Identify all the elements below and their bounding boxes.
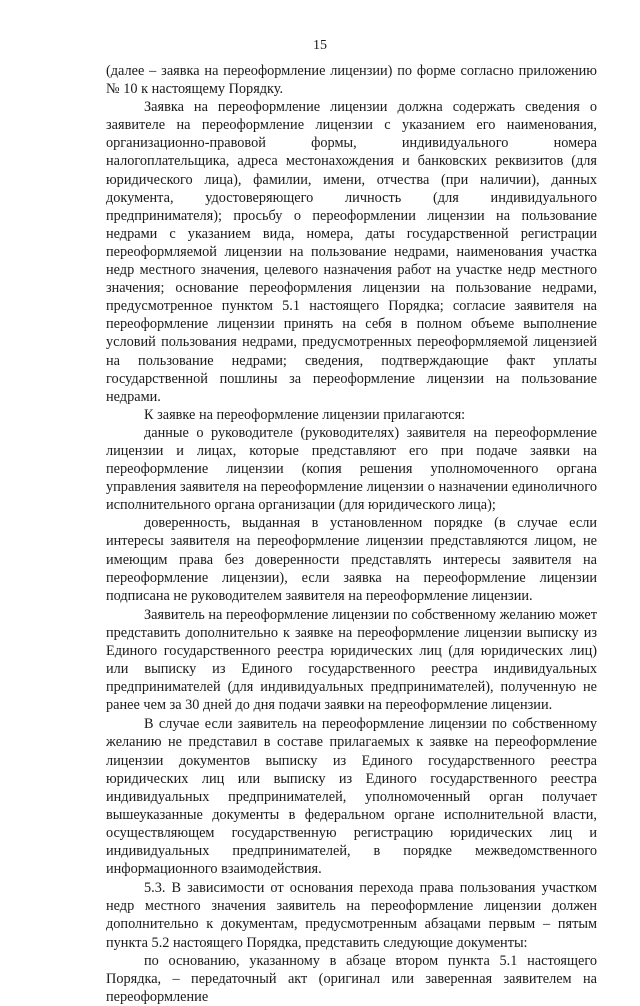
page-number: 15 — [313, 38, 327, 53]
paragraph-continuation: (далее – заявка на переоформление лицензии) по форме согласно приложению № 10 к настоящему Порядку. — [106, 63, 597, 98]
paragraph-optional-extract: Заявитель на переоформление лицензии по собственному желанию может представить дополнительно к заявке на переоформление лицензии выписку из Единого государственного реестра юридических лиц (для юридических лиц) или выписку из Единого государственного реестра индивидуальных предпринимателей (для индивидуальных предпринимателей), полученную не ранее чем за 30 дней до дня подачи заявки на переоформление лицензии. — [106, 606, 597, 714]
paragraph-section-5-3: 5.3. В зависимости от основания перехода права пользования участком недр местного значения заявитель на переоформление лицензии должен дополнительно к документам, предусмотренным абзацами первым – пятым пункта 5.2 настоящего Порядка, представить следующие документы: — [106, 880, 597, 951]
paragraph-transfer-act: по основанию, указанному в абзаце втором пункта 5.1 настоящего Порядка, – передаточный акт (оригинал или заверенная заявителем на переоформление — [106, 952, 597, 1005]
paragraph-attachments-intro: К заявке на переоформление лицензии прилагаются: — [144, 406, 466, 423]
paragraph-power-of-attorney: доверенность, выданная в установленном порядке (в случае если интересы заявителя на переоформление лицензии представляются лицом, не имеющим права без доверенности представлять интересы заявителя на переоформление лицензии), если заявка на переоформление лицензии подписана не руководителем заявителя на переоформление лицензии. — [106, 515, 597, 604]
document-body — [106, 62, 597, 1006]
paragraph-manager-data: данные о руководителе (руководителях) заявителя на переоформление лицензии и лицах, которые представляют его при подаче заявки на переоформление лицензии (копия решения уполномоченного органа управления заявителя на переоформление лицензии о назначении единоличного исполнительного органа организации (для юридического лица); — [106, 424, 597, 514]
paragraph-interagency-request: В случае если заявитель на переоформление лицензии по собственному желанию не представил в составе прилагаемых к заявке на переоформление лицензии документов выписку из Единого государственного реестра юридических лиц или выписку из Единого государственного реестра индивидуальных предпринимателей, уполномоченный орган получает вышеуказанные документы в федеральном органе исполнительной власти, осуществляющем государственную регистрацию юридических лиц и индивидуальных предпринимателей, в порядке межведомственного информационного взаимодействия. — [106, 716, 597, 878]
paragraph-application-contents: Заявка на переоформление лицензии должна содержать сведения о заявителе на переоформление лицензии с указанием его наименования, организационно-правовой формы, индивидуального номера налогоплательщика, адреса местонахождения и банковских реквизитов (для юридического лица), фамилии, имени, отчества (при наличии), данных документа, удостоверяющего личность (для индивидуального предпринимателя); просьбу о переоформлении лицензии на пользование недрами с указанием вида, номера, даты государственной регистрации переоформляемой лицензии на пользование недрами, наименования участка недр местного значения, целевого назначения работ на участке недр местного значения; основание переоформления лицензии на пользование недрами, предусмотренное пунктом 5.1 настоящего Порядка; согласие заявителя на переоформление лицензии принять на себя в полном объеме выполнение условий пользования недрами, предусмотренных переоформляемой лицензией на пользование недрами; сведения, подтверждающие факт уплаты государственной пошлины за переоформление лицензии на пользование недрами. — [106, 99, 597, 405]
